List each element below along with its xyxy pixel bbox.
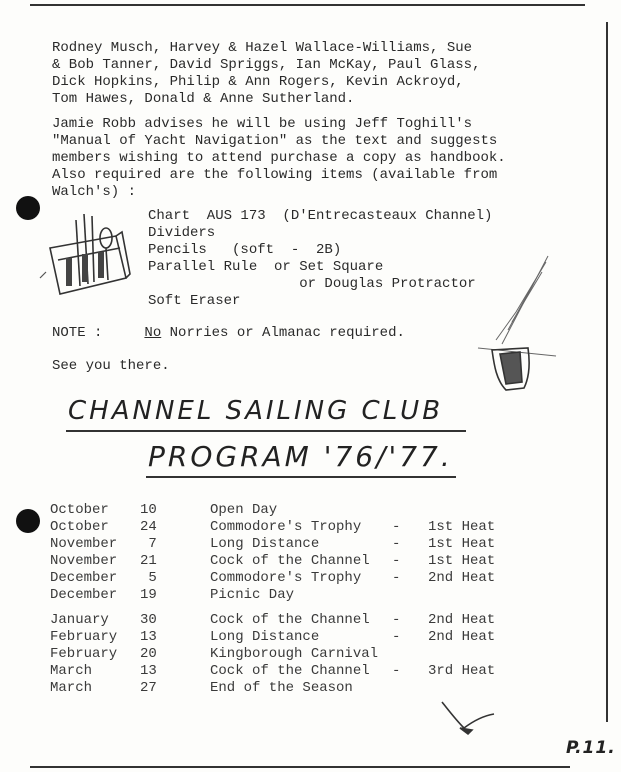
table-row: March 13 Cock of the Channel - 3rd Heat bbox=[50, 663, 496, 679]
table-row: November 21 Cock of the Channel - 1st Heat bbox=[50, 553, 496, 569]
table-row: January 30 Cock of the Channel - 2nd Heat bbox=[50, 612, 496, 628]
sailboat-sketch bbox=[472, 252, 564, 400]
note-line bbox=[52, 325, 405, 341]
program-heading: PROGRAM '76/'77. bbox=[148, 440, 453, 473]
table-row: November 7 Long Distance - 1st Heat bbox=[50, 536, 496, 552]
closing-line: See you there. bbox=[52, 358, 170, 374]
list-item: Parallel Rule or Set Square bbox=[148, 259, 384, 275]
row-spacer bbox=[50, 604, 508, 612]
pencil-holder-illustration bbox=[36, 208, 136, 298]
table-row: December 5 Commodore's Trophy - 2nd Heat bbox=[50, 570, 496, 586]
program-table bbox=[50, 502, 508, 697]
binder-hole-bottom bbox=[16, 509, 40, 533]
table-row: February 20 Kingborough Carnival bbox=[50, 646, 379, 662]
note-text: Norries or Almanac required. bbox=[161, 325, 405, 341]
top-rule bbox=[30, 4, 585, 6]
club-heading: CHANNEL SAILING CLUB bbox=[68, 396, 444, 426]
table-row: March 27 End of the Season bbox=[50, 680, 353, 696]
list-item: Pencils (soft - 2B) bbox=[148, 242, 342, 258]
table-row: December 19 Picnic Day bbox=[50, 587, 295, 603]
bottom-rule bbox=[30, 766, 570, 768]
program-heading-underline bbox=[146, 476, 456, 478]
list-item: Soft Eraser bbox=[148, 293, 241, 309]
seagull-sketch bbox=[438, 698, 498, 740]
page-number: P.11. bbox=[566, 738, 616, 758]
required-items-list bbox=[148, 208, 492, 310]
list-item: Dividers bbox=[148, 225, 216, 241]
member-names-paragraph: Rodney Musch, Harvey & Hazel Wallace-Williams, Sue & Bob Tanner, David Spriggs, Ian McKay, Paul Glass, Dick Hopkins, Philip & Ann Rogers, Kevin Ackroyd, Tom Hawes, Donald & Anne Sutherland. bbox=[52, 40, 481, 107]
table-row: October 24 Commodore's Trophy - 1st Heat bbox=[50, 519, 496, 535]
table-row: February 13 Long Distance - 2nd Heat bbox=[50, 629, 496, 645]
club-heading-underline bbox=[66, 430, 466, 432]
list-item: or Douglas Protractor bbox=[148, 276, 476, 292]
navigation-course-paragraph: Jamie Robb advises he will be using Jeff Toghill's "Manual of Yacht Navigation" as the text and suggests members wishing to attend purchase a copy as handbook. Also required are the following items (available from Walch's) : bbox=[52, 116, 506, 200]
list-item: Chart AUS 173 (D'Entrecasteaux Channel) bbox=[148, 208, 493, 224]
table-row: October 10 Open Day bbox=[50, 502, 278, 518]
right-rule bbox=[606, 22, 608, 722]
note-label: NOTE : bbox=[52, 325, 103, 341]
note-no: No bbox=[144, 325, 162, 341]
